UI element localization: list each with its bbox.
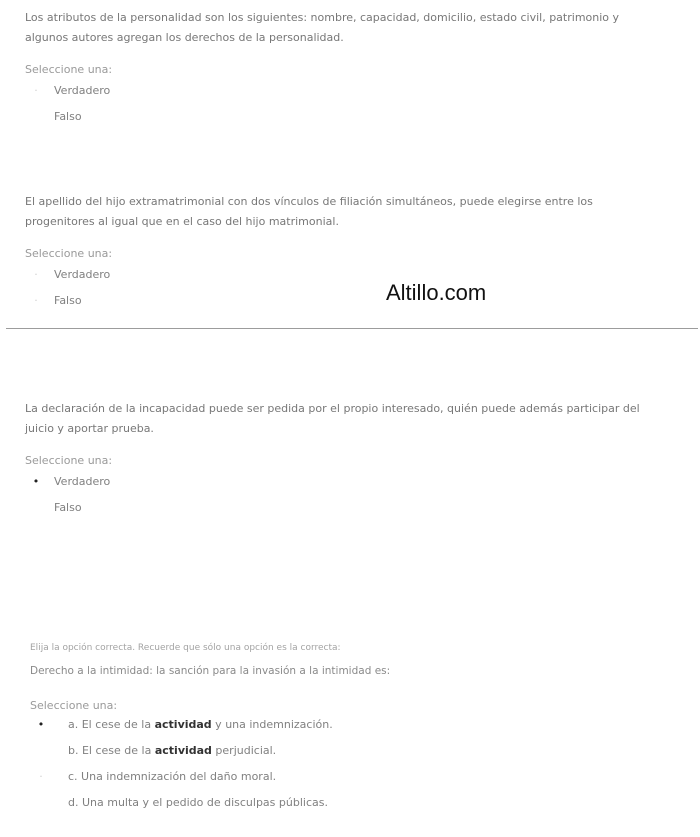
option-b[interactable]	[30, 738, 670, 764]
option-falso[interactable]	[25, 104, 665, 130]
option-label	[68, 738, 276, 764]
question-1	[25, 8, 665, 130]
page-divider	[6, 328, 698, 329]
option-falso[interactable]	[25, 288, 665, 314]
radio-selected-dot[interactable]: •	[32, 475, 40, 488]
option-label: c. Una indemnización del daño moral.	[68, 770, 277, 783]
question-instruction: Elija la opción correcta. Recuerde que sólo una opción es la correcta:	[30, 643, 341, 653]
question-4	[30, 641, 670, 816]
select-prompt: Seleccione una:	[25, 247, 113, 260]
select-prompt: Seleccione una:	[30, 699, 118, 712]
option-c[interactable]	[30, 764, 670, 790]
option-label: Verdadero	[54, 475, 111, 488]
option-d[interactable]	[30, 790, 670, 816]
option-verdadero[interactable]	[25, 469, 665, 495]
radio-mark[interactable]: ·	[39, 770, 43, 783]
watermark-text: Altillo.com	[386, 280, 487, 305]
option-text: y una indemnización.	[211, 718, 333, 731]
question-2	[25, 192, 665, 314]
option-text: a. El cese de la	[68, 718, 155, 731]
option-label: d. Una multa y el pedido de disculpas públicas.	[68, 796, 328, 809]
radio-mark[interactable]: ·	[34, 268, 38, 281]
radio-mark[interactable]: ·	[34, 294, 38, 307]
option-verdadero[interactable]	[25, 78, 665, 104]
option-text: perjudicial.	[211, 744, 277, 757]
select-prompt: Seleccione una:	[25, 63, 113, 76]
question-text: Los atributos de la personalidad son los siguientes: nombre, capacidad, domicilio, estado civil, patrimonio y algunos autores agregan los derechos de la personalidad.	[25, 11, 620, 44]
select-prompt: Seleccione una:	[25, 454, 113, 467]
option-label: Verdadero	[54, 268, 111, 281]
option-text: b. El cese de la	[68, 744, 155, 757]
question-3	[25, 399, 665, 521]
question-text: Derecho a la intimidad: la sanción para la invasión a la intimidad es:	[30, 665, 391, 677]
option-label: Falso	[54, 110, 82, 123]
question-text: La declaración de la incapacidad puede ser pedida por el propio interesado, quién puede además participar del juicio y aportar prueba.	[25, 402, 640, 435]
option-label: Verdadero	[54, 84, 111, 97]
option-keyword: actividad	[154, 718, 212, 731]
option-label: Falso	[54, 501, 82, 514]
radio-mark[interactable]: ·	[34, 84, 38, 97]
option-label	[68, 712, 333, 738]
radio-selected-dot[interactable]: •	[37, 718, 45, 731]
question-text: El apellido del hijo extramatrimonial con dos vínculos de filiación simultáneos, puede elegirse entre los progenitores al igual que en el caso del hijo matrimonial.	[25, 195, 593, 228]
option-falso[interactable]	[25, 495, 665, 521]
option-verdadero[interactable]	[25, 262, 665, 288]
option-a[interactable]	[30, 712, 670, 738]
option-keyword: actividad	[154, 744, 212, 757]
option-label: Falso	[54, 294, 82, 307]
